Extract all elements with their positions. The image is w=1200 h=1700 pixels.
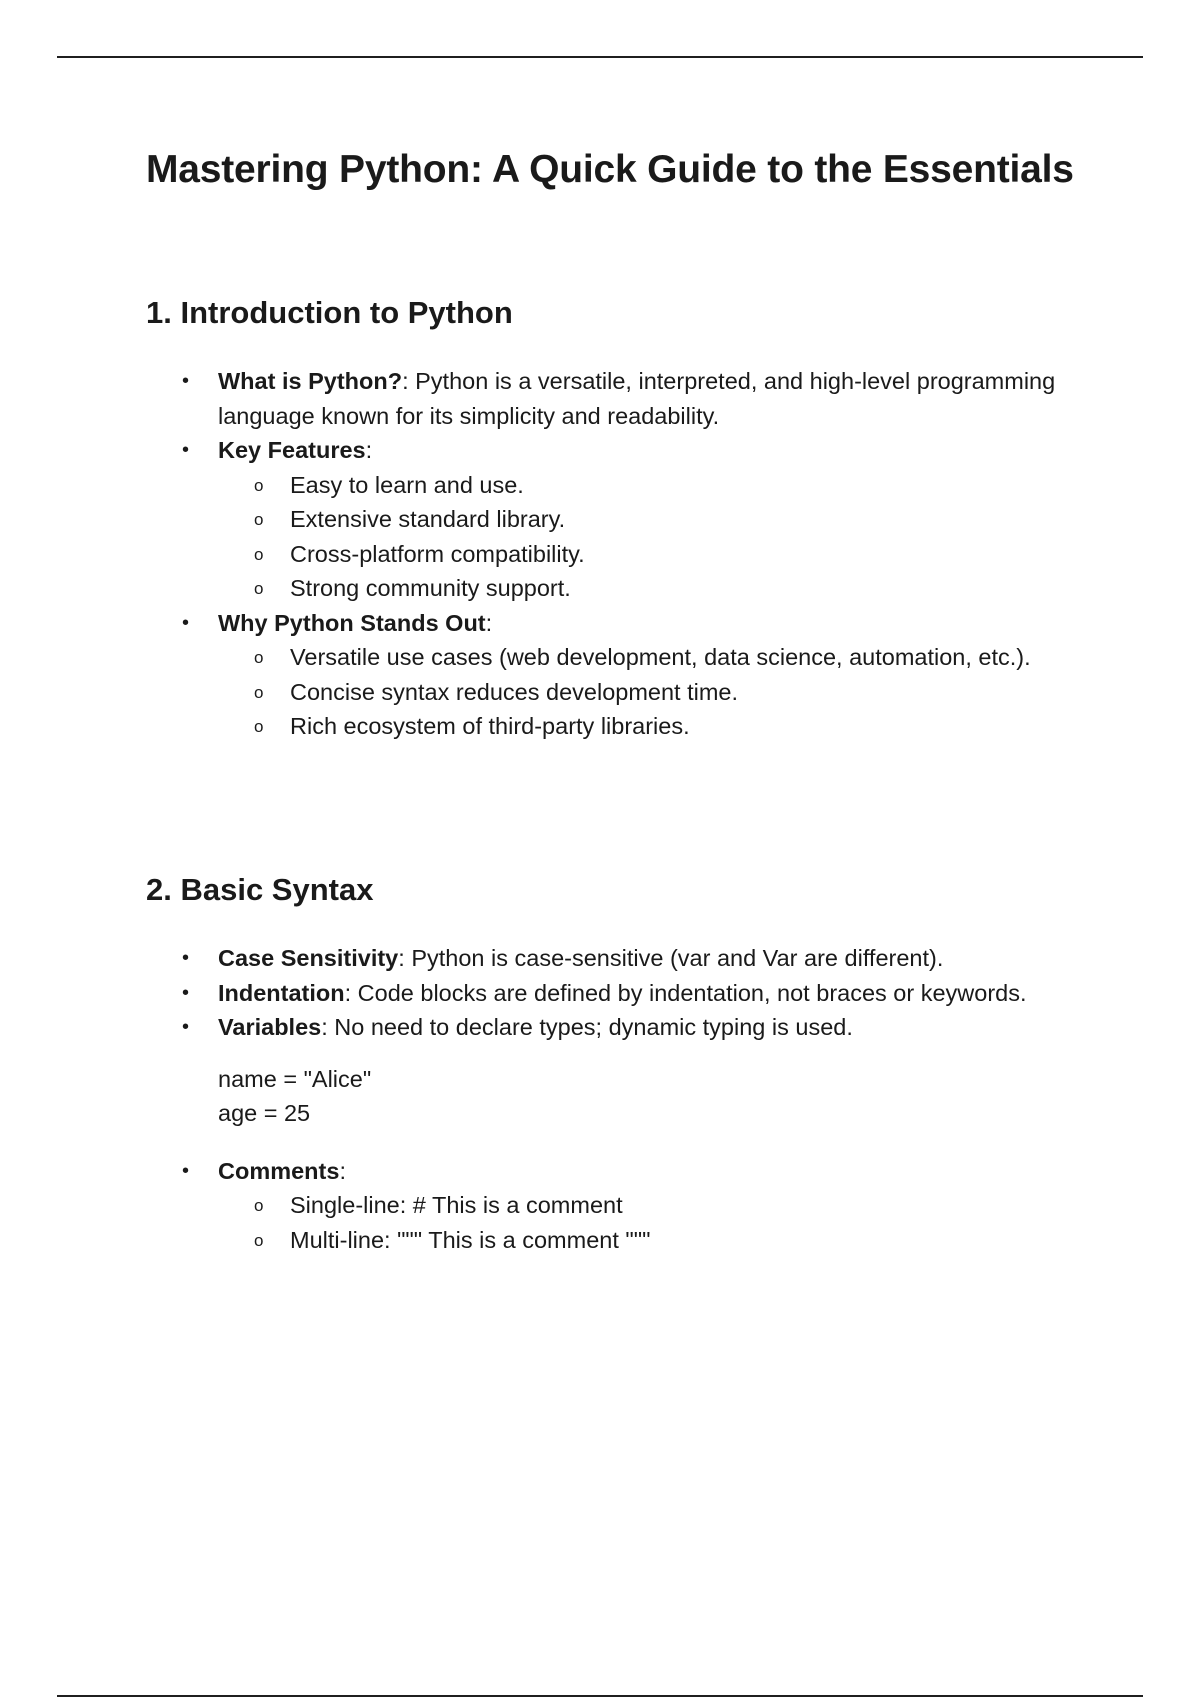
bullet-icon: • bbox=[182, 1159, 190, 1182]
list-item bbox=[182, 606, 1118, 744]
sub-list-item bbox=[254, 640, 1118, 675]
sub-bullet-icon: o bbox=[254, 1230, 264, 1250]
sub-list-item bbox=[254, 1188, 1118, 1223]
list-item bbox=[182, 364, 1118, 433]
sub-item-text: Concise syntax reduces development time. bbox=[290, 678, 739, 705]
introduction-list bbox=[182, 364, 1118, 744]
list-item bbox=[182, 941, 1118, 976]
item-term: What is Python? bbox=[218, 368, 403, 394]
sub-bullet-icon: o bbox=[254, 648, 264, 667]
basic-syntax-list bbox=[182, 941, 1118, 1257]
sub-list-item bbox=[254, 502, 1118, 537]
sub-list-item bbox=[254, 571, 1118, 606]
sub-bullet-icon: o bbox=[254, 579, 264, 598]
code-example bbox=[218, 1062, 1118, 1131]
item-text: : Python is a versatile, interpreted, and high-level programming language known for its simplicity and readability. bbox=[218, 368, 1056, 429]
item-term: Why Python Stands Out bbox=[218, 609, 486, 636]
sub-item-text: Multi-line: """ This is a comment """ bbox=[290, 1226, 651, 1253]
sub-bullet-icon: o bbox=[254, 717, 264, 736]
list-item bbox=[182, 1154, 1118, 1258]
bullet-icon: • bbox=[182, 439, 190, 461]
sub-item-text: Cross-platform compatibility. bbox=[290, 540, 585, 567]
why-python-sublist bbox=[218, 640, 1118, 744]
sub-list-item bbox=[254, 709, 1118, 744]
item-term: Comments bbox=[218, 1157, 340, 1184]
key-features-sublist bbox=[218, 468, 1118, 606]
sub-item-text: Strong community support. bbox=[290, 575, 571, 601]
sub-list-item bbox=[254, 537, 1118, 572]
bullet-icon: • bbox=[182, 947, 190, 969]
comments-sublist bbox=[218, 1188, 1118, 1257]
sub-item-text: Single-line: # This is a comment bbox=[290, 1192, 623, 1218]
sub-list-item bbox=[254, 675, 1118, 710]
list-item bbox=[182, 433, 1118, 606]
document-title: Mastering Python: A Quick Guide to the Essentials bbox=[146, 148, 1074, 191]
bottom-rule bbox=[57, 1695, 1143, 1697]
sub-item-text: Easy to learn and use. bbox=[290, 471, 524, 498]
sub-list-item bbox=[254, 1223, 1118, 1258]
bullet-icon: • bbox=[182, 611, 190, 634]
item-text: : bbox=[485, 609, 493, 636]
code-line: age = 25 bbox=[218, 1100, 311, 1126]
item-term: Variables bbox=[218, 1014, 322, 1040]
item-text: : bbox=[339, 1157, 346, 1184]
item-text: : No need to declare types; dynamic typing is used. bbox=[321, 1014, 853, 1040]
section-heading-basic-syntax: 2. Basic Syntax bbox=[146, 872, 374, 907]
sub-bullet-icon: o bbox=[254, 1196, 264, 1215]
sub-list-item bbox=[254, 468, 1118, 503]
item-text: : bbox=[365, 437, 373, 463]
bullet-icon: • bbox=[182, 1016, 190, 1038]
item-text: : Python is case-sensitive (var and Var are different). bbox=[398, 945, 944, 971]
item-term: Key Features bbox=[218, 437, 366, 463]
sub-bullet-icon: o bbox=[254, 475, 264, 495]
sub-bullet-icon: o bbox=[254, 510, 264, 529]
sub-item-text: Rich ecosystem of third-party libraries. bbox=[290, 713, 690, 739]
bullet-icon: • bbox=[182, 370, 190, 392]
code-line: name = "Alice" bbox=[218, 1065, 372, 1092]
item-text: : Code blocks are defined by indentation, not braces or keywords. bbox=[344, 979, 1027, 1006]
sub-bullet-icon: o bbox=[254, 544, 264, 564]
sub-bullet-icon: o bbox=[254, 682, 264, 702]
sub-item-text: Extensive standard library. bbox=[290, 506, 566, 532]
item-term: Case Sensitivity bbox=[218, 945, 399, 971]
list-item bbox=[182, 1010, 1118, 1131]
sub-item-text: Versatile use cases (web development, data science, automation, etc.). bbox=[290, 644, 1031, 670]
top-rule bbox=[57, 56, 1143, 58]
list-item bbox=[182, 976, 1118, 1011]
item-term: Indentation bbox=[218, 979, 345, 1006]
section-heading-introduction: 1. Introduction to Python bbox=[146, 295, 513, 330]
bullet-icon: • bbox=[182, 981, 190, 1004]
